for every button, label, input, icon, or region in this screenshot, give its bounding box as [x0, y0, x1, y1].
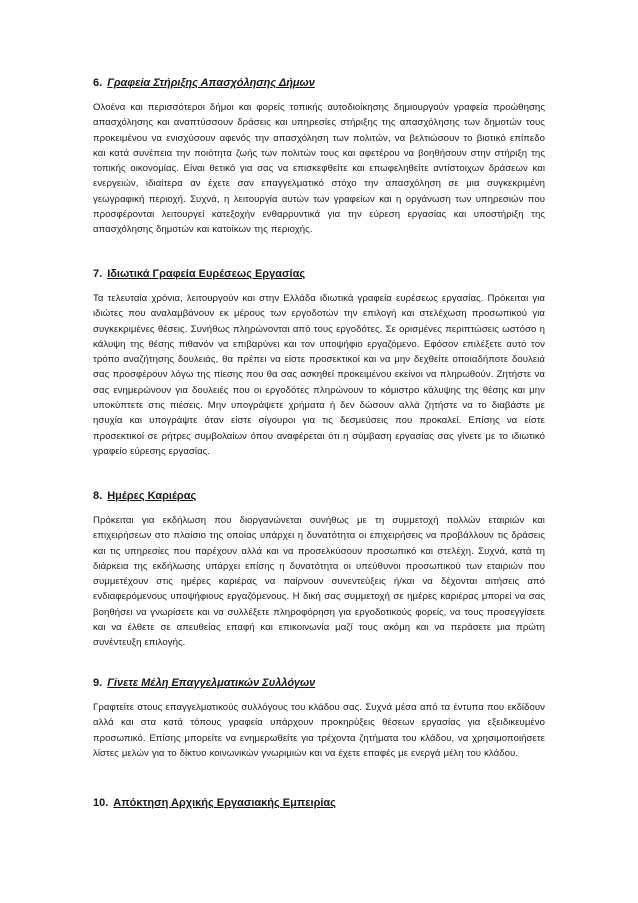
section-body: Ολοένα και περισσότεροι δήμοι και φορείς τοπικής αυτοδιοίκησης δημιουργούν γραφεία προώθησης απασχόλησης και αναπτύσσουν δράσεις και υπηρεσίες στήριξης της απασχόλησης των δημοτών τους προκειμένου να ενισχύσουν αφενός την απασχόληση των πολιτών, να βελτιώσουν το βιοτικό επίπεδο και κατά συνέπεια την ποιότητα ζωής των πολιτών τους και αφετέρου να βοηθήσουν στην στήριξη της τοπικής οικονομίας. Είναι θετικό για σας να επισκεφθείτε και επωφεληθείτε αντίστοιχων δράσεων και ενεργειών, ιδιαίτερα αν έχετε σαν επαγγελματικό στόχο την απασχόληση σε μια συγκεκριμένη γεωγραφική περιοχή. Συχνά, η λειτουργία αυτών των γραφείων και η οργάνωση των υπηρεσιών που προσφέρονται λειτουργεί κατεξοχήν ενθαρρυντικά για την εύρεση εργασίας και υποστήριξη της απασχόλησης δημοτών και κατοίκων της περιοχής. [93, 102, 545, 236]
section-10 [93, 796, 545, 820]
section-title: Απόκτηση Αρχικής Εργασιακής Εμπειρίας [113, 797, 336, 809]
section-7 [93, 267, 545, 459]
section-title: Γραφεία Στήριξης Απασχόλησης Δήμων [107, 77, 315, 89]
section-number: 7. [93, 268, 103, 280]
section-title: Ιδιωτικά Γραφεία Ευρέσεως Εργασίας [107, 268, 306, 280]
section-body: Πρόκειται για εκδήλωση που διοργανώνεται συνήθως με τη συμμετοχή πολλών εταιριών και επιχειρήσεων στο πλαίσιο της οποίας υπάρχει η δυνατότητα οι επιχειρήσεις να προβάλλουν τις δράσεις και τις υπηρεσίες που παρέχουν αλλά και να προσελκύσουν προσωπικό και στελέχη. Συχνά, κατά τη διάρκεια της εκδήλωσης υπάρχει επίσης η δυνατότητα οι υπεύθυνοι προσωπικού των εταιριών που συμμετέχουν στις ημέρες καριέρας να παίρνουν συνεντεύξεις ή/και να δέχονται αιτήσεις από ενδιαφερόμενους υποψήφιους εργαζόμενους. Η δική σας συμμετοχή σε ημέρες καριέρας μπορεί να σας βοηθήσει να γνωρίσετε και να συλλέξετε πληροφόρηση για εργοδοτικούς φορείς, να τους προσεγγίσετε και να έλθετε σε απευθείας επαφή και επικοινωνία μαζί τους ακόμη και να περάσετε μια πρώτη συνέντευξη επιλογής. [93, 515, 545, 649]
section-heading [93, 489, 545, 503]
section-number: 10. [93, 797, 109, 809]
section-number: 8. [93, 490, 103, 502]
section-heading [93, 676, 545, 690]
section-6 [93, 76, 545, 238]
section-heading [93, 267, 545, 281]
section-number: 9. [93, 677, 103, 689]
section-8 [93, 489, 545, 651]
section-heading [93, 796, 545, 810]
section-9 [93, 676, 545, 761]
section-number: 6. [93, 77, 103, 89]
section-heading [93, 76, 545, 90]
section-title: Ημέρες Καριέρας [107, 490, 197, 502]
section-title: Γίνετε Μέλη Επαγγελματικών Συλλόγων [107, 677, 316, 689]
section-body: Γραφτείτε στους επαγγελματικούς συλλόγους του κλάδου σας. Συχνά μέσα από τα έντυπα που εκδίδουν αλλά και στα κατά τόπους γραφεία υπάρχουν προκηρύξεις θέσεων εργασίας για εξειδικευμένο προσωπικό. Επίσης μπορείτε να ενημερωθείτε για τρέχοντα ζητήματα του κλάδου, να χρησιμοποιήσετε λίστες μελών για το δίκτυο κοινωνικών γνωριμιών και να έχετε επαφές με ενεργά μέλη του κλάδου. [93, 702, 545, 759]
section-body: Τα τελευταία χρόνια, λειτουργούν και στην Ελλάδα ιδιωτικά γραφεία ευρέσεως εργασίας. Πρόκειται για ιδιώτες που αναλαμβάνουν εκ μέρους των εργοδοτών την επιλογή και στελέχωση προσωπικού για συγκεκριμένες θέσεις. Συνήθως πληρώνονται από τους εργοδότες. Σε ορισμένες περιπτώσεις ωστόσο η κάλυψη της θέσης πιθανόν να επιβαρύνει και τον υποψήφιο εργαζόμενο. Εφόσον επιλέξετε αυτό τον τρόπο αναζήτησης δουλειάς, θα πρέπει να είστε προσεκτικοί και να μην δεχθείτε οποιαδήποτε δουλειά σας προσφέρουν λόγω της πίεσης που θα σας ασκηθεί προκειμένου εκείνοι να πληρωθούν. Ζητήστε να σας ενημερώνουν για δουλειές που οι εργοδότες πληρώνουν το κόμιστρο κάλυψης της θέσης και μην υποκύπτετε στις πιέσεις. Μην υπογράψετε χρήματα ή δεν δώσουν αλλά ζητήστε να το διαβάστε με ησυχία και υπογράψτε όταν είστε σίγουροι για τις δεσμεύσεις που προκαλεί. Επίσης να είστε προσεκτικοί σε ρήτρες συμβολαίων όπου αναφέρεται ότι η σύμβαση εργασίας σας γίνετε με το ιδιωτικό γραφείο εύρεσης εργασίας. [93, 293, 545, 457]
